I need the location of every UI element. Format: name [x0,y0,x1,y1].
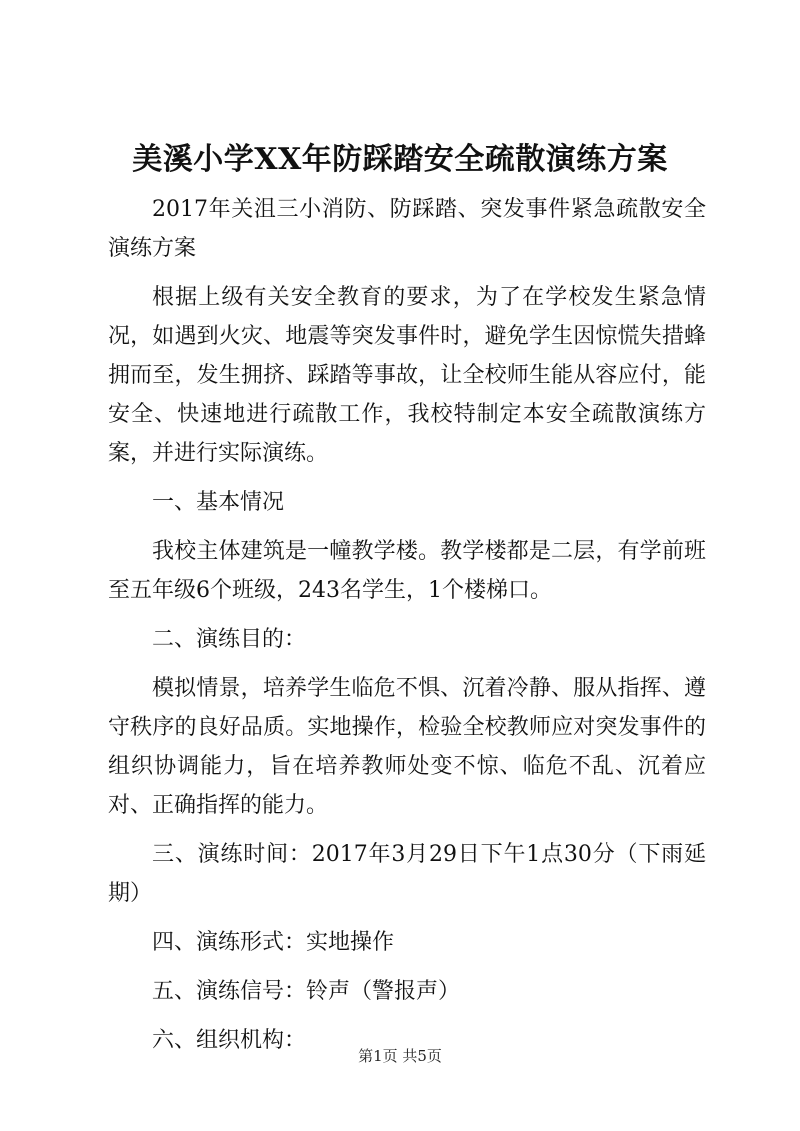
section-heading-organization: 六、组织机构： [152,1028,307,1053]
paragraph-drill-signal: 五、演练信号：铃声（警报声） [152,979,461,1004]
document-title: 美溪小学XX年防踩踏安全疏散演练方案 [132,142,668,177]
paragraph-drill-time: 三、演练时间：2017年3月29日下午1点30分（下雨延期） [108,842,706,906]
paragraph-basic-info: 我校主体建筑是一幢教学楼。教学楼都是二层，有学前班至五年级6个班级，243名学生，1个楼梯口。 [108,539,706,603]
paragraph-introduction: 根据上级有关安全教育的要求，为了在学校发生紧急情况，如遇到火灾、地震等突发事件时，避免学生因惊慌失措蜂拥而至，发生拥挤、踩踏等事故，让全校师生能从容应付，能安全、快速地进行疏散工作，我校特制定本安全疏散演练方案，并进行实际演练。 [108,285,706,466]
document-body [108,190,706,1070]
paragraph-purpose: 模拟情景，培养学生临危不惧、沉着冷静、服从指挥、遵守秩序的良好品质。实地操作，检验全校教师应对突发事件的组织协调能力，旨在培养教师处变不惊、临危不乱、沉着应对、正确指挥的能力。 [108,676,706,818]
paragraph-drill-format: 四、演练形式：实地操作 [152,930,395,955]
section-heading-purpose: 二、演练目的： [152,627,307,652]
section-heading-basic-info: 一、基本情况 [152,490,285,515]
page-number-footer: 第1页 共5页 [358,1047,442,1065]
paragraph-plan-subtitle: 2017年关沮三小消防、防踩踏、突发事件紧急疏散安全演练方案 [108,197,706,261]
